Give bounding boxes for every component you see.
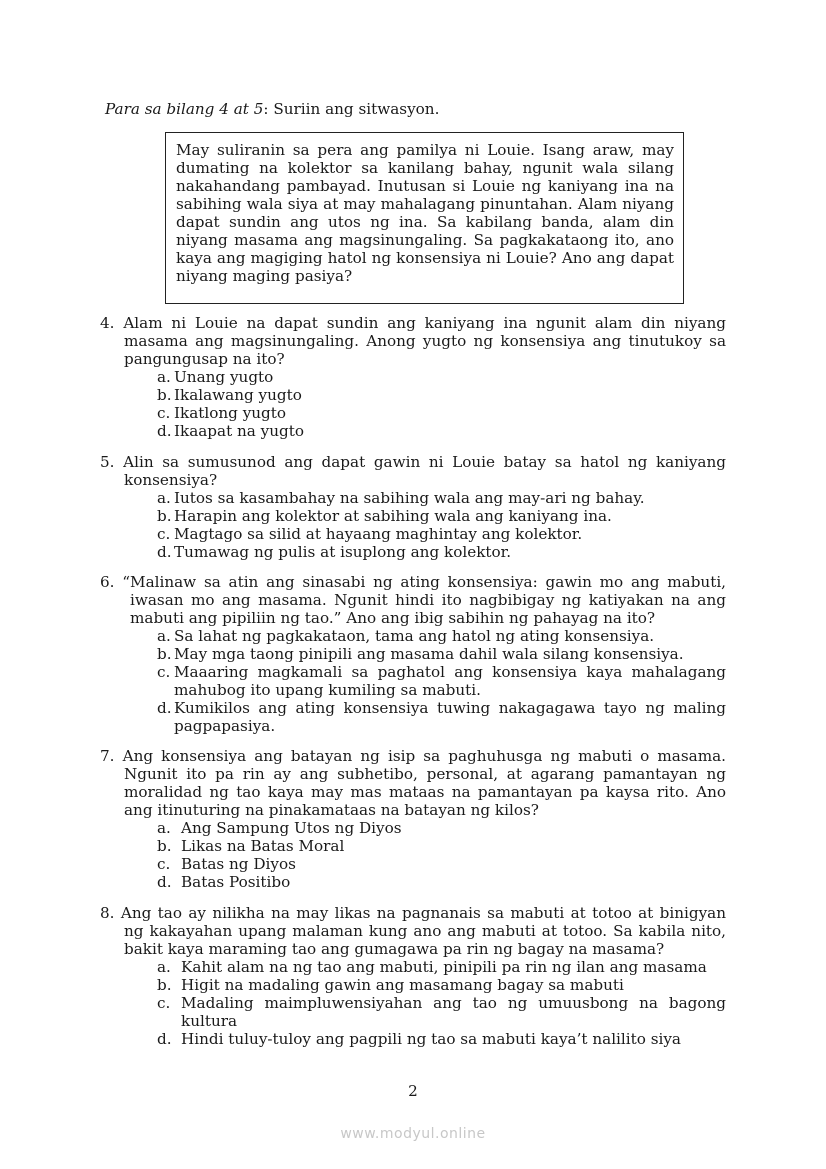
choice-text: Tumawag ng pulis at isuplong ang kolektor. bbox=[174, 543, 512, 561]
question-stem bbox=[100, 453, 726, 489]
choice-item bbox=[157, 994, 726, 1030]
choice-text: Unang yugto bbox=[174, 368, 274, 386]
choice-text: Batas ng Diyos bbox=[181, 855, 296, 873]
question-number: 5. bbox=[100, 453, 115, 471]
choice-item bbox=[157, 507, 726, 525]
choice-item bbox=[157, 422, 726, 440]
question-4 bbox=[100, 314, 726, 440]
choice-item bbox=[157, 543, 726, 561]
question-text: Alin sa sumusunod ang dapat gawin ni Louie batay sa hatol ng kaniyang konsensiya? bbox=[123, 453, 726, 489]
choice-letter: c. bbox=[157, 404, 171, 422]
question-stem bbox=[100, 747, 726, 819]
choice-letter: b. bbox=[157, 386, 172, 404]
choice-letter: b. bbox=[157, 645, 172, 663]
choice-letter: b. bbox=[157, 507, 172, 525]
question-5 bbox=[100, 453, 726, 561]
choice-item bbox=[157, 368, 726, 386]
watermark: www.modyul.online bbox=[340, 1126, 486, 1142]
choice-item bbox=[157, 958, 726, 976]
instruction-rest: : Suriin ang sitwasyon. bbox=[263, 100, 440, 118]
choice-text: Higit na madaling gawin ang masamang bagay sa mabuti bbox=[181, 976, 624, 994]
question-number: 4. bbox=[100, 314, 115, 332]
choice-item bbox=[157, 699, 726, 735]
choice-item bbox=[157, 663, 726, 699]
choice-item bbox=[157, 819, 726, 837]
question-text: “Malinaw sa atin ang sinasabi ng ating konsensiya: gawin mo ang mabuti, iwasan mo ang masama. Ngunit hindi ito nagbibigay ng katiyakan na ang mabuti ang pipiliin ng tao.” Ano ang ibig sabihin ng pahayag na ito? bbox=[122, 573, 727, 627]
choice-text: May mga taong pinipili ang masama dahil wala silang konsensiya. bbox=[174, 645, 684, 663]
choice-letter: b. bbox=[157, 976, 172, 994]
choice-text: Magtago sa silid at hayaang maghintay ang kolektor. bbox=[174, 525, 583, 543]
choice-letter: c. bbox=[157, 994, 171, 1012]
choice-letter: d. bbox=[157, 422, 172, 440]
choice-letter: d. bbox=[157, 1030, 172, 1048]
choice-letter: a. bbox=[157, 958, 171, 976]
choice-list bbox=[100, 958, 726, 1048]
choice-text: Ikatlong yugto bbox=[174, 404, 287, 422]
instruction-italic: Para sa bilang 4 at 5 bbox=[105, 100, 264, 118]
choice-item bbox=[157, 645, 726, 663]
question-text: Alam ni Louie na dapat sundin ang kaniyang ina ngunit alam din niyang masama ang magsinungaling. Anong yugto ng konsensiya ang tinutukoy sa pangungusap na ito? bbox=[123, 314, 726, 368]
choice-letter: a. bbox=[157, 489, 171, 507]
choice-text: Kumikilos ang ating konsensiya tuwing nakagagawa tayo ng maling pagpapasiya. bbox=[174, 699, 726, 735]
choice-text: Harapin ang kolektor at sabihing wala ang kaniyang ina. bbox=[174, 507, 612, 525]
choice-text: Ang Sampung Utos ng Diyos bbox=[181, 819, 402, 837]
choice-item bbox=[157, 525, 726, 543]
choice-list bbox=[100, 368, 726, 440]
choice-item bbox=[157, 1030, 726, 1048]
choice-letter: d. bbox=[157, 543, 172, 561]
page-number: 2 bbox=[408, 1082, 418, 1100]
question-number: 8. bbox=[100, 904, 115, 922]
choice-list bbox=[100, 489, 726, 561]
choice-list bbox=[100, 819, 726, 891]
choice-letter: b. bbox=[157, 837, 172, 855]
question-7 bbox=[100, 747, 726, 891]
choice-text: Ikaapat na yugto bbox=[174, 422, 305, 440]
question-6 bbox=[100, 573, 726, 735]
choice-item bbox=[157, 386, 726, 404]
choice-letter: c. bbox=[157, 525, 171, 543]
choice-item bbox=[157, 855, 726, 873]
choice-text: Likas na Batas Moral bbox=[181, 837, 345, 855]
choice-text: Iutos sa kasambahay na sabihing wala ang may-ari ng bahay. bbox=[174, 489, 645, 507]
choice-item bbox=[157, 837, 726, 855]
choice-letter: d. bbox=[157, 873, 172, 891]
choice-item bbox=[157, 489, 726, 507]
question-stem bbox=[100, 314, 726, 368]
choice-text: Batas Positibo bbox=[181, 873, 291, 891]
choice-text: Madaling maimpluwensiyahan ang tao ng umuusbong na bagong kultura bbox=[181, 994, 726, 1030]
question-stem bbox=[100, 573, 726, 627]
choice-text: Ikalawang yugto bbox=[174, 386, 302, 404]
choice-letter: a. bbox=[157, 368, 171, 386]
question-text: Ang tao ay nilikha na may likas na pagnanais sa mabuti at totoo at binigyan ng kakayahan upang malaman kung ano ang mabuti at totoo. Sa kabila nito, bakit kaya maraming tao ang gumagawa pa rin ng bagay na masama? bbox=[120, 904, 727, 958]
choice-item bbox=[157, 976, 726, 994]
choice-letter: a. bbox=[157, 627, 171, 645]
choice-item bbox=[157, 873, 726, 891]
choice-letter: d. bbox=[157, 699, 172, 717]
question-number: 6. bbox=[100, 573, 115, 591]
choice-item bbox=[157, 404, 726, 422]
choice-letter: c. bbox=[157, 663, 171, 681]
question-number: 7. bbox=[100, 747, 115, 765]
choice-text: Hindi tuluy-tuloy ang pagpili ng tao sa mabuti kaya’t nalilito siya bbox=[181, 1030, 681, 1048]
question-text: Ang konsensiya ang batayan ng isip sa paghuhusga ng mabuti o masama. Ngunit ito pa rin ay ang subhetibo, personal, at agarang pamantayan ng moralidad ng tao kaya may mas mataas na pamantayan pa kaysa rito. Ano ang itinuturing na pinakamataas na batayan ng kilos? bbox=[122, 747, 726, 819]
choice-list bbox=[100, 627, 726, 735]
choice-text: Maaaring magkamali sa paghatol ang konsensiya kaya mahalagang mahubog ito upang kumiling sa mabuti. bbox=[174, 663, 726, 699]
question-stem bbox=[100, 904, 726, 958]
choice-letter: a. bbox=[157, 819, 171, 837]
choice-item bbox=[157, 627, 726, 645]
question-8 bbox=[100, 904, 726, 1048]
choice-text: Kahit alam na ng tao ang mabuti, pinipili pa rin ng ilan ang masama bbox=[181, 958, 707, 976]
section-instruction bbox=[105, 100, 439, 118]
situation-box: May suliranin sa pera ang pamilya ni Louie. Isang araw, may dumating na kolektor sa kanilang bahay, ngunit wala silang nakahandang pambayad. Inutusan si Louie ng kaniyang ina na sabihing wala siya at may mahalagang pinuntahan. Alam niyang dapat sundin ang utos ng ina. Sa kabilang banda, alam din niyang masama ang magsinungaling. Sa pagkakataong ito, ano kaya ang magiging hatol ng konsensiya ni Louie? Ano ang dapat niyang maging pasiya? bbox=[165, 132, 684, 304]
choice-letter: c. bbox=[157, 855, 171, 873]
choice-text: Sa lahat ng pagkakataon, tama ang hatol ng ating konsensiya. bbox=[174, 627, 655, 645]
